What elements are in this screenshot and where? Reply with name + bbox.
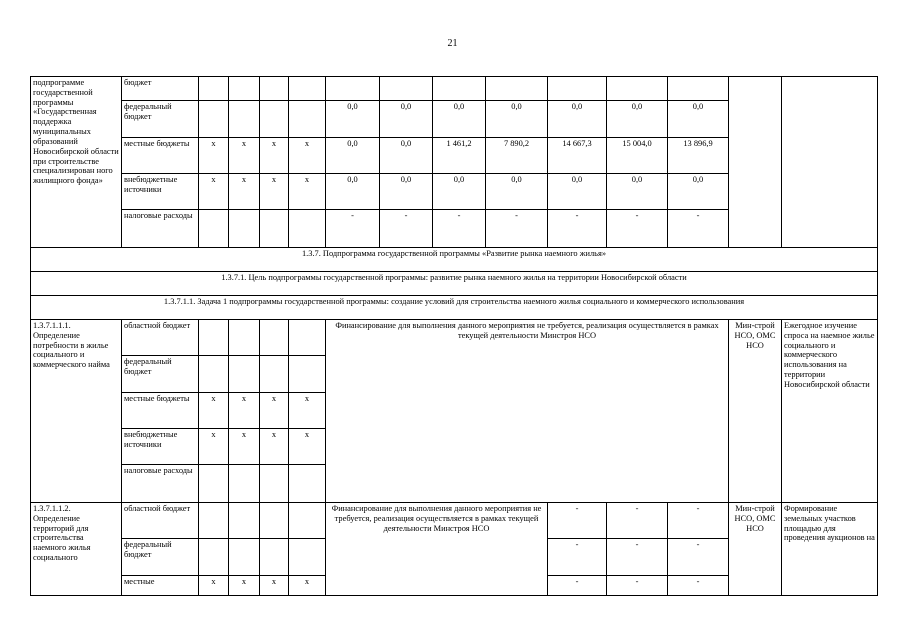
funding-source-cell: налоговые расходы	[122, 465, 199, 503]
marker-cell: x	[199, 138, 229, 174]
value-cell: -	[548, 539, 607, 576]
marker-cell	[260, 320, 289, 356]
section-header-row	[31, 248, 878, 272]
marker-cell	[229, 356, 260, 393]
value-cell: 0,0	[326, 138, 380, 174]
value-cell	[326, 77, 380, 101]
marker-cell	[260, 210, 289, 248]
value-cell: 14 667,3	[548, 138, 607, 174]
subprogram-name-cell: подпрограмме государственной программы «Государственная поддержка муниципальных образований Новосибирской области при строительстве специализирован ного жилищного фонда»	[31, 77, 122, 248]
value-cell: -	[548, 576, 607, 596]
value-cell: 0,0	[380, 174, 433, 210]
table-row	[31, 320, 878, 356]
marker-cell	[260, 503, 289, 539]
value-cell	[607, 77, 668, 101]
marker-cell: x	[260, 138, 289, 174]
value-cell: -	[486, 210, 548, 248]
funding-source-cell: внебюджетные источники	[122, 429, 199, 465]
marker-cell	[199, 356, 229, 393]
marker-cell	[260, 539, 289, 576]
goal-header: 1.3.7.1. Цель подпрограммы государственной программы: развитие рынка наемного жилья на территории Новосибирской области	[31, 272, 878, 296]
funding-source-cell: налоговые расходы	[122, 210, 199, 248]
table-row	[31, 77, 878, 101]
marker-cell	[199, 210, 229, 248]
marker-cell	[289, 539, 326, 576]
value-cell: -	[668, 503, 729, 539]
funding-source-cell: федеральный бюджет	[122, 101, 199, 138]
funding-source-cell: местные	[122, 576, 199, 596]
marker-cell	[199, 77, 229, 101]
value-cell: 0,0	[433, 101, 486, 138]
marker-cell	[260, 356, 289, 393]
funding-source-cell: федеральный бюджет	[122, 539, 199, 576]
value-cell: 0,0	[486, 101, 548, 138]
result-cell: Формирование земельных участков площадью для проведения аукционов на	[782, 503, 878, 596]
value-cell	[548, 77, 607, 101]
marker-cell	[229, 539, 260, 576]
value-cell	[433, 77, 486, 101]
value-cell: 0,0	[380, 138, 433, 174]
marker-cell: x	[199, 174, 229, 210]
value-cell: 0,0	[668, 101, 729, 138]
value-cell: 0,0	[326, 101, 380, 138]
funding-source-cell: федеральный бюджет	[122, 356, 199, 393]
financing-note-cell: Финансирование для выполнения данного мероприятия не требуется, реализация осуществляется в рамках текущей деятельности Минстроя НСО	[326, 503, 548, 596]
value-cell: -	[607, 539, 668, 576]
marker-cell: x	[229, 393, 260, 429]
value-cell: -	[668, 210, 729, 248]
marker-cell: x	[229, 174, 260, 210]
value-cell: 13 896,9	[668, 138, 729, 174]
marker-cell	[260, 77, 289, 101]
value-cell: 0,0	[486, 174, 548, 210]
value-cell: 0,0	[326, 174, 380, 210]
marker-cell	[229, 320, 260, 356]
result-cell	[782, 77, 878, 248]
marker-cell	[260, 465, 289, 503]
marker-cell: x	[260, 429, 289, 465]
value-cell: -	[668, 539, 729, 576]
value-cell: -	[607, 503, 668, 539]
funding-source-cell: бюджет	[122, 77, 199, 101]
marker-cell	[289, 77, 326, 101]
marker-cell	[199, 320, 229, 356]
result-cell: Ежегодное изучение спроса на наемное жилье социального и коммерческого использования на территории Новосибирской области	[782, 320, 878, 503]
section-header-row	[31, 296, 878, 320]
activity-name-cell: 1.3.7.1.1.1. Определение потребности в жилье социального и коммерческого найма	[31, 320, 122, 503]
marker-cell: x	[289, 393, 326, 429]
activity-name-cell: 1.3.7.1.1.2. Определение территорий для строительства наемного жилья социального	[31, 503, 122, 596]
value-cell: 15 004,0	[607, 138, 668, 174]
funding-source-cell: местные бюджеты	[122, 393, 199, 429]
marker-cell	[289, 356, 326, 393]
value-cell: -	[607, 576, 668, 596]
marker-cell: x	[199, 393, 229, 429]
marker-cell	[199, 465, 229, 503]
value-cell: -	[668, 576, 729, 596]
value-cell: 0,0	[380, 101, 433, 138]
marker-cell	[289, 503, 326, 539]
marker-cell	[260, 101, 289, 138]
marker-cell	[199, 539, 229, 576]
value-cell: 0,0	[668, 174, 729, 210]
value-cell: -	[433, 210, 486, 248]
value-cell	[668, 77, 729, 101]
table-body	[31, 77, 878, 596]
subprogram-header: 1.3.7. Подпрограмма государственной программы «Развитие рынка наемного жилья»	[31, 248, 878, 272]
value-cell	[380, 77, 433, 101]
value-cell: -	[607, 210, 668, 248]
marker-cell: x	[199, 576, 229, 596]
funding-source-cell: областной бюджет	[122, 503, 199, 539]
marker-cell: x	[289, 429, 326, 465]
value-cell: 0,0	[607, 174, 668, 210]
marker-cell	[289, 101, 326, 138]
marker-cell	[229, 77, 260, 101]
task-header: 1.3.7.1.1. Задача 1 подпрограммы государственной программы: создание условий для строительства наемного жилья социального и коммерческого использования	[31, 296, 878, 320]
value-cell: 7 890,2	[486, 138, 548, 174]
marker-cell	[229, 210, 260, 248]
value-cell: 0,0	[433, 174, 486, 210]
marker-cell: x	[260, 174, 289, 210]
executor-cell: Мин-строй НСО, ОМС НСО	[729, 320, 782, 503]
marker-cell	[289, 210, 326, 248]
value-cell: -	[548, 503, 607, 539]
marker-cell: x	[229, 138, 260, 174]
document-body	[30, 76, 877, 596]
marker-cell	[289, 320, 326, 356]
marker-cell	[199, 503, 229, 539]
value-cell: -	[380, 210, 433, 248]
funding-source-cell: областной бюджет	[122, 320, 199, 356]
executor-cell: Мин-строй НСО, ОМС НСО	[729, 503, 782, 596]
table-row	[31, 503, 878, 539]
marker-cell: x	[289, 174, 326, 210]
program-table	[30, 76, 878, 596]
marker-cell: x	[260, 393, 289, 429]
marker-cell: x	[289, 576, 326, 596]
marker-cell	[229, 465, 260, 503]
value-cell: 0,0	[607, 101, 668, 138]
section-header-row	[31, 272, 878, 296]
financing-note-cell: Финансирование для выполнения данного мероприятия не требуется, реализация осуществляется в рамках текущей деятельности Минстроя НСО	[326, 320, 729, 503]
marker-cell: x	[260, 576, 289, 596]
marker-cell: x	[229, 429, 260, 465]
page-number: 21	[447, 38, 458, 49]
marker-cell	[199, 101, 229, 138]
marker-cell: x	[199, 429, 229, 465]
value-cell: 0,0	[548, 101, 607, 138]
funding-source-cell: внебюджетные источники	[122, 174, 199, 210]
value-cell	[486, 77, 548, 101]
marker-cell	[229, 503, 260, 539]
marker-cell	[229, 101, 260, 138]
funding-source-cell: местные бюджеты	[122, 138, 199, 174]
executor-cell	[729, 77, 782, 248]
value-cell: -	[548, 210, 607, 248]
marker-cell: x	[229, 576, 260, 596]
marker-cell: x	[289, 138, 326, 174]
value-cell: 0,0	[548, 174, 607, 210]
value-cell: 1 461,2	[433, 138, 486, 174]
value-cell: -	[326, 210, 380, 248]
marker-cell	[289, 465, 326, 503]
